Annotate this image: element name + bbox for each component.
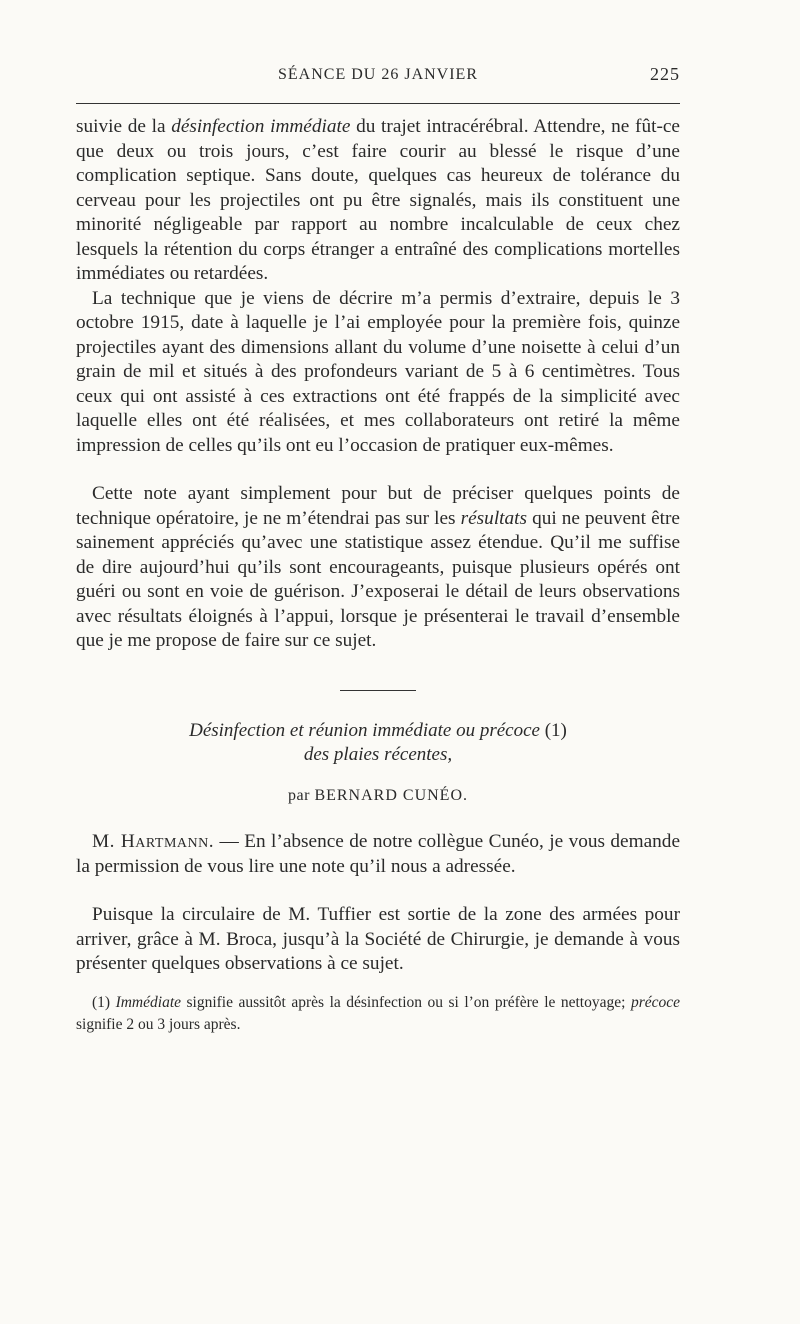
paragraph-1: suivie de la désinfection immédiate du trajet intracérébral. Attendre, ne fût-ce que deux ou trois jours, c’est faire courir au blessé le risque d’une complication septique. Sans doute, quelques cas heureux de tolérance du cerveau pour les projectiles ont pu être signalés, mais ils constituent une minorité négligeable par rapport au nombre incalculable de ceux chez lesquels la rétention du corps étranger a entraîné des complications mortelles immédiates ou retardées. — [76, 116, 680, 284]
paragraph-5: Puisque la circulaire de M. Tuffier est sortie de la zone des armées pour arriver, grâce à M. Broca, jusqu’à la Société de Chirurgie, je demande à vous présenter quelques observations à ce sujet. — [76, 904, 680, 974]
running-title: SÉANCE DU 26 JANVIER — [278, 66, 478, 83]
header-rule — [76, 103, 680, 104]
main-text — [76, 115, 680, 1036]
footnote: (1) Immédiate signifie aussitôt après la désinfection ou si l’on préfère le nettoyage; précoce signifie 2 ou 3 jours après. — [76, 993, 680, 1033]
byline: par BERNARD CUNÉO. — [288, 786, 468, 804]
speaker-name: M. Hartmann. — [92, 831, 215, 852]
page-header — [76, 62, 680, 90]
paragraph-2: La technique que je viens de décrire m’a permis d’extraire, depuis le 3 octobre 1915, date à laquelle je l’ai employée pour la première fois, quinze projectiles ayant des dimensions allant du volume d’une noisette à celui d’un grain de mil et situés à des profondeurs variant de 5 à 6 centimètres. Tous ceux qui ont assisté à ces extractions ont été frappés de la simplicité avec laquelle elles ont été réalisées, et mes collaborateurs ont retiré la même impression de celles qu’ils ont eu l’occasion de pratiquer eux-mêmes. — [76, 287, 680, 456]
section-title-line-1: Désinfection et réunion immédiate ou précoce — [189, 719, 540, 741]
section-title — [76, 719, 680, 767]
section-separator — [340, 690, 416, 691]
footnote-ref: (1) — [539, 719, 567, 741]
paragraph-4: M. Hartmann. — En l’absence de notre collègue Cunéo, je vous demande la permission de vous lire une note qu’il nous a adressée. — [76, 831, 681, 877]
section-title-line-2: des plaies récentes, — [303, 743, 453, 765]
page-number: 225 — [650, 64, 680, 84]
emphasis-desinfection-immediate: désinfection immédiate — [171, 116, 351, 137]
author-name: BERNARD CUNÉO. — [314, 786, 468, 804]
emphasis-resultats: résultats — [460, 507, 528, 529]
paragraph-3: Cette note ayant simplement pour but de préciser quelques points de technique opératoire, je ne m’étendrai pas sur les résultats qui ne peuvent être sainement appréciés qu’avec une statistique assez étendue. Qu’il me suffise de dire aujourd’hui qu’ils sont encourageants, puisque plusieurs opérés ont guéri ou sont en voie de guérison. J’exposerai le détail de leurs observations avec résultats éloignés à l’appui, lorsque je présenterai le travail d’ensemble que je me propose de faire sur ce sujet. — [76, 483, 680, 651]
